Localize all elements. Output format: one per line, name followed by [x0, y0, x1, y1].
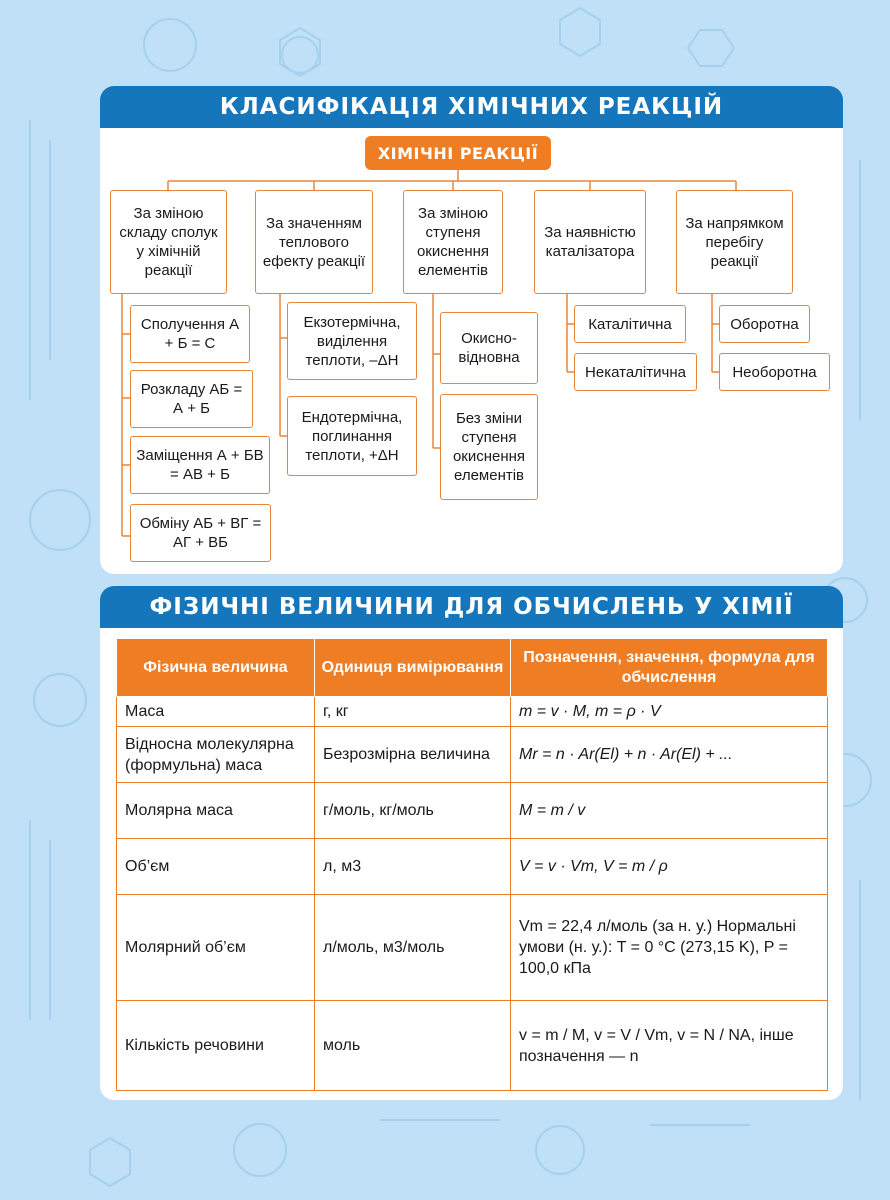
- cell-quantity: Кількість речовини: [117, 1001, 315, 1091]
- reaction-redox: Окисно-відновна: [440, 312, 538, 384]
- cell-formula: Vm = 22,4 л/моль (за н. у.) Нормальні умови (н. у.): T = 0 °C (273,15 K), P = 100,0 кПа: [511, 895, 828, 1001]
- category-thermal-effect: За значенням теплового ефекту реакції: [255, 190, 373, 294]
- category-composition: За зміною складу сполук у хімічній реакції: [110, 190, 227, 294]
- classification-title: КЛАСИФІКАЦІЯ ХІМІЧНИХ РЕАКЦІЙ: [100, 86, 843, 128]
- physical-quantities-title: ФІЗИЧНІ ВЕЛИЧИНИ ДЛЯ ОБЧИСЛЕНЬ У ХІМІЇ: [100, 586, 843, 628]
- reaction-catalytic: Каталітична: [574, 305, 686, 343]
- header-formula: Позначення, значення, формула для обчислення: [511, 639, 828, 697]
- header-quantity: Фізична величина: [117, 639, 315, 697]
- reaction-irreversible: Необоротна: [719, 353, 830, 391]
- cell-unit: л, м3: [315, 839, 511, 895]
- table-row: [117, 895, 828, 1001]
- cell-unit: г/моль, кг/моль: [315, 783, 511, 839]
- table-row: [117, 727, 828, 783]
- cell-formula: M = m / v: [511, 783, 828, 839]
- reaction-exothermic: Екзотермічна, виділення теплоти, –ΔН: [287, 302, 417, 380]
- reaction-reversible: Оборотна: [719, 305, 810, 343]
- root-chemical-reactions: ХІМІЧНІ РЕАКЦІЇ: [365, 136, 551, 170]
- reaction-noncatalytic: Некаталітична: [574, 353, 697, 391]
- table-row: [117, 839, 828, 895]
- reaction-type-combination: Сполучення А + Б = С: [130, 305, 250, 363]
- cell-unit: г, кг: [315, 697, 511, 727]
- table-row: [117, 697, 828, 727]
- cell-formula: m = v · M, m = ρ · V: [511, 697, 828, 727]
- reaction-type-exchange: Обміну АБ + ВГ = АГ + ВБ: [130, 504, 271, 562]
- cell-formula: v = m / M, v = V / Vm, v = N / NA, інше позначення — n: [511, 1001, 828, 1091]
- header-unit: Одиниця вимірювання: [315, 639, 511, 697]
- cell-quantity: Відносна молекулярна (формульна) маса: [117, 727, 315, 783]
- physical-quantities-panel: [100, 586, 843, 1100]
- cell-quantity: Молярний об’єм: [117, 895, 315, 1001]
- cell-formula: Mr = n · Ar(El) + n · Ar(El) + ...: [511, 727, 828, 783]
- cell-formula: V = v · Vm, V = m / ρ: [511, 839, 828, 895]
- category-direction: За напрямком перебігу реакції: [676, 190, 793, 294]
- category-catalyst: За наявністю каталізатора: [534, 190, 646, 294]
- cell-quantity: Маса: [117, 697, 315, 727]
- reaction-no-oxidation-change: Без зміни ступеня окиснення елементів: [440, 394, 538, 500]
- cell-quantity: Молярна маса: [117, 783, 315, 839]
- cell-unit: Безрозмірна величина: [315, 727, 511, 783]
- cell-unit: л/моль, м3/моль: [315, 895, 511, 1001]
- table-row: [117, 1001, 828, 1091]
- reaction-type-substitution: Заміщення А + БВ = АВ + Б: [130, 436, 270, 494]
- classification-panel: [100, 86, 843, 574]
- cell-quantity: Об’єм: [117, 839, 315, 895]
- reaction-endothermic: Ендотермічна, поглинання теплоти, +ΔН: [287, 396, 417, 476]
- table-row: [117, 783, 828, 839]
- physical-quantities-table: [116, 638, 828, 1091]
- reaction-type-decomposition: Розкладу АБ = А + Б: [130, 370, 253, 428]
- cell-unit: моль: [315, 1001, 511, 1091]
- category-oxidation-state: За зміною ступеня окиснення елементів: [403, 190, 503, 294]
